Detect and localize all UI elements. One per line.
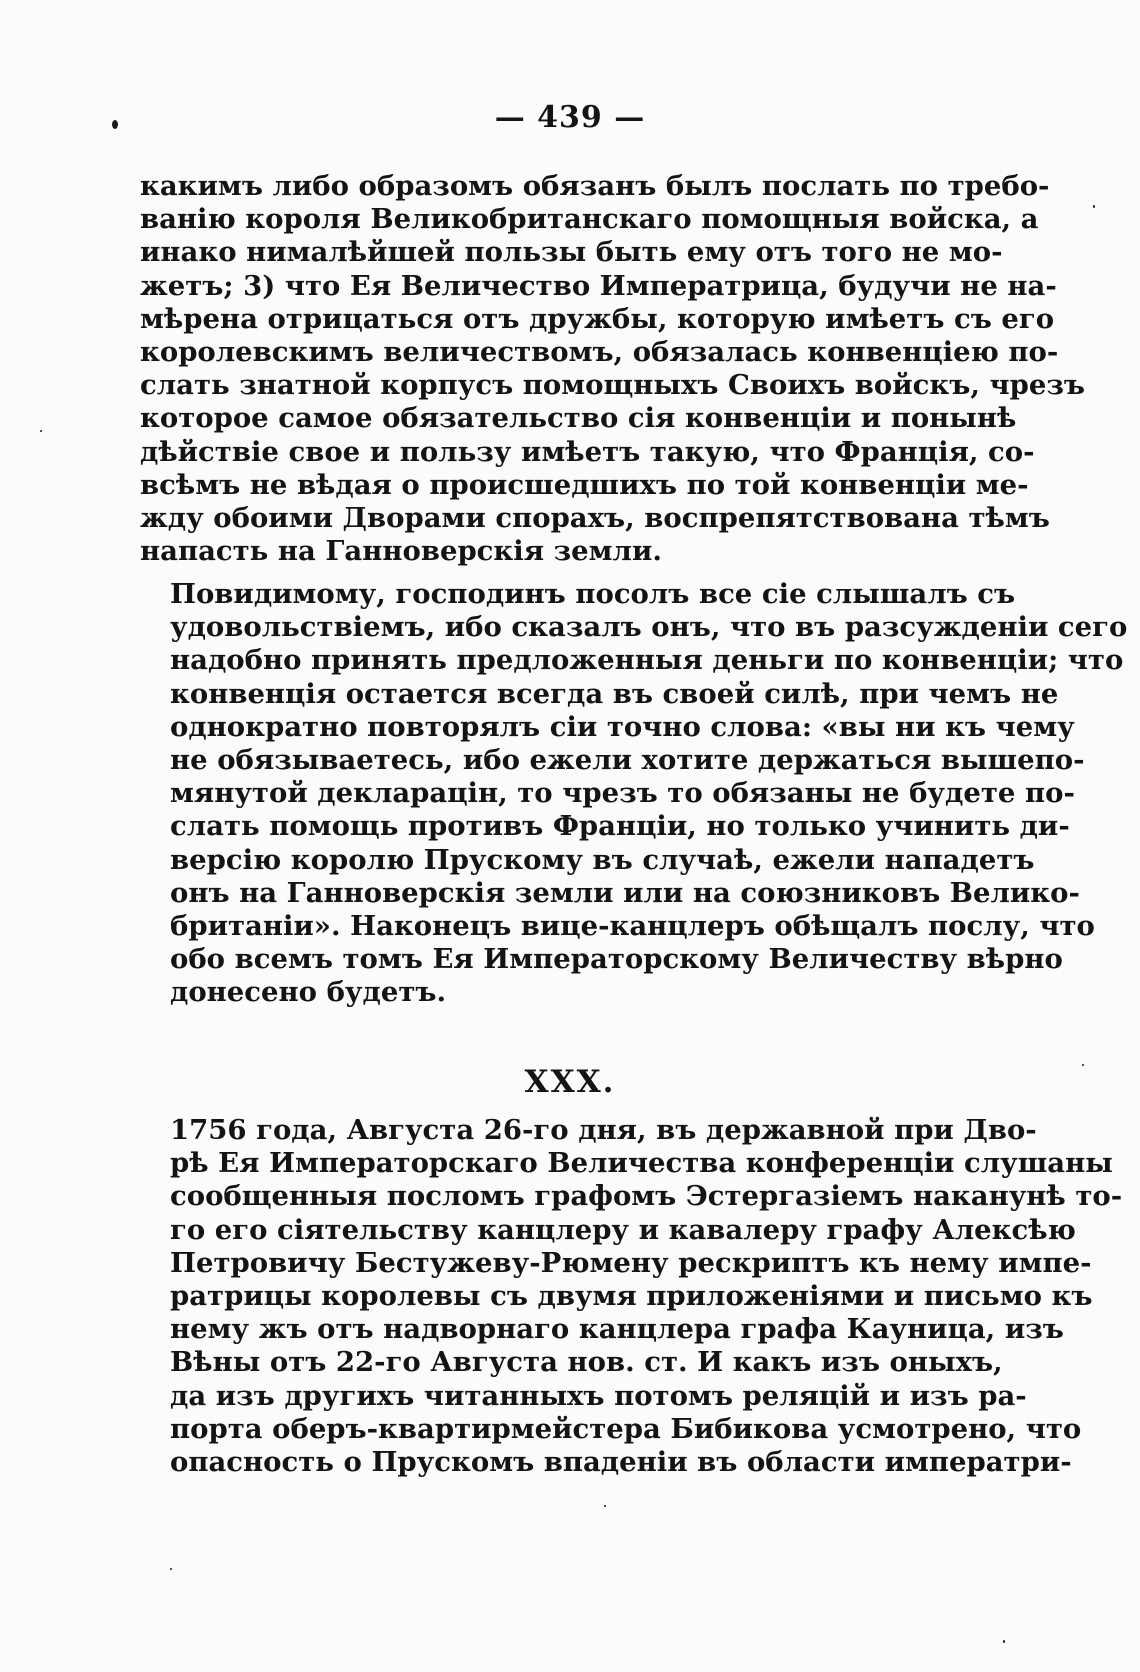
text-line: версію королю Прускому въ случаѣ, ежели нападетъ bbox=[170, 843, 1035, 876]
text-line: мѣрена отрицаться отъ дружбы, которую имѣетъ съ его bbox=[140, 302, 1055, 335]
text-line: жду обоими Дворами спорахъ, воспрепятствована тѣмъ bbox=[140, 502, 1050, 535]
text-line: британіи». Наконецъ вице-канцлеръ обѣщалъ послу, что bbox=[170, 910, 1095, 943]
paragraph-3 bbox=[140, 1114, 1123, 1479]
text-line: королевскимъ величествомъ, обязалась конвенціею по- bbox=[140, 336, 1059, 369]
text-line: рѣ Ея Императорскаго Величества конференціи слушаны bbox=[170, 1147, 1113, 1180]
text-line: однократно повторялъ сіи точно слова: «вы ни къ чему bbox=[170, 710, 1075, 743]
scan-speck bbox=[40, 430, 42, 432]
text-line: 1756 года, Августа 26-го дня, въ державной при Дво- bbox=[170, 1114, 1037, 1146]
text-line: напасть на Ганноверскія земли. bbox=[140, 535, 662, 568]
text-line: надобно принять предложенныя деньги по конвенціи; что bbox=[170, 644, 1124, 677]
text-line: Петровичу Бестужеву-Рюмену рескриптъ къ нему импе- bbox=[170, 1246, 1092, 1279]
scan-speck bbox=[1082, 1064, 1084, 1066]
text-line: инако нималѣйшей пользы быть ему отъ того не мо- bbox=[140, 236, 1003, 269]
text-line: всѣмъ не вѣдая о происшедшихъ по той конвенціи ме- bbox=[140, 468, 1029, 501]
text-line: ратрицы королевы съ двумя приложеніями и письмо къ bbox=[170, 1280, 1093, 1313]
text-line: опасность о Прускомъ впаденіи въ области императри- bbox=[170, 1446, 1072, 1479]
text-line: Повидимому, господинъ посолъ все сіе слышалъ съ bbox=[170, 578, 1016, 610]
section-heading: XXX. bbox=[524, 1064, 616, 1100]
text-line: го его сіятельству канцлеру и кавалеру графу Алексѣю bbox=[170, 1213, 1076, 1246]
scan-speck bbox=[170, 1568, 172, 1570]
text-line: мянутой декларацін, то чрезъ то обязаны не будете по- bbox=[170, 777, 1075, 810]
text-line: не обязываетесь, ибо ежели хотите держаться вышепо- bbox=[170, 744, 1085, 777]
text-line: конвенція остается всегда въ своей силѣ, при чемъ не bbox=[170, 677, 1059, 710]
text-line: порта оберъ-квартирмейстера Бибикова усмотрено, что bbox=[170, 1412, 1082, 1445]
text-line: ванію короля Великобританскаго помощныя войска, а bbox=[140, 203, 1039, 236]
text-line: какимъ либо образомъ обязанъ былъ послать по требо- bbox=[140, 170, 1050, 202]
text-line: слать помощь противъ Франціи, но только учинить ди- bbox=[170, 810, 1070, 843]
text-line: жетъ; 3) что Ея Величество Императрица, будучи не на- bbox=[140, 269, 1057, 302]
paragraph-2 bbox=[140, 578, 1128, 1010]
text-line: Вѣны отъ 22-го Августа нов. ст. И какъ изъ оныхъ, bbox=[170, 1346, 1003, 1379]
paragraph-1 bbox=[140, 170, 1085, 568]
text-line: которое самое обязательство сія конвенціи и понынѣ bbox=[140, 402, 1017, 435]
text-line: онъ на Ганноверскія земли или на союзниковъ Велико- bbox=[170, 876, 1080, 909]
text-line: слать знатной корпусъ помощныхъ Своихъ войскъ, чрезъ bbox=[140, 369, 1085, 402]
text-line: дѣйствіе свое и пользу имѣетъ такую, что Франція, со- bbox=[140, 435, 1035, 468]
scan-speck bbox=[112, 120, 118, 129]
text-line: нему жъ отъ надворнаго канцлера графа Кауница, изъ bbox=[170, 1313, 1064, 1346]
scan-speck bbox=[1003, 1640, 1005, 1643]
text-line: сообщенныя посломъ графомъ Эстергазіемъ наканунѣ то- bbox=[170, 1180, 1123, 1213]
text-line: обо всемъ томъ Ея Императорскому Величеству вѣрно bbox=[170, 943, 1063, 976]
scan-speck bbox=[604, 1505, 606, 1507]
text-line: донесено будетъ. bbox=[170, 976, 447, 1009]
scan-speck bbox=[1093, 205, 1095, 208]
page-number: — 439 — bbox=[494, 100, 646, 135]
text-line: удовольствіемъ, ибо сказалъ онъ, что въ разсужденіи сего bbox=[170, 611, 1128, 644]
text-line: да изъ другихъ читанныхъ потомъ реляцій и изъ ра- bbox=[170, 1379, 1027, 1412]
